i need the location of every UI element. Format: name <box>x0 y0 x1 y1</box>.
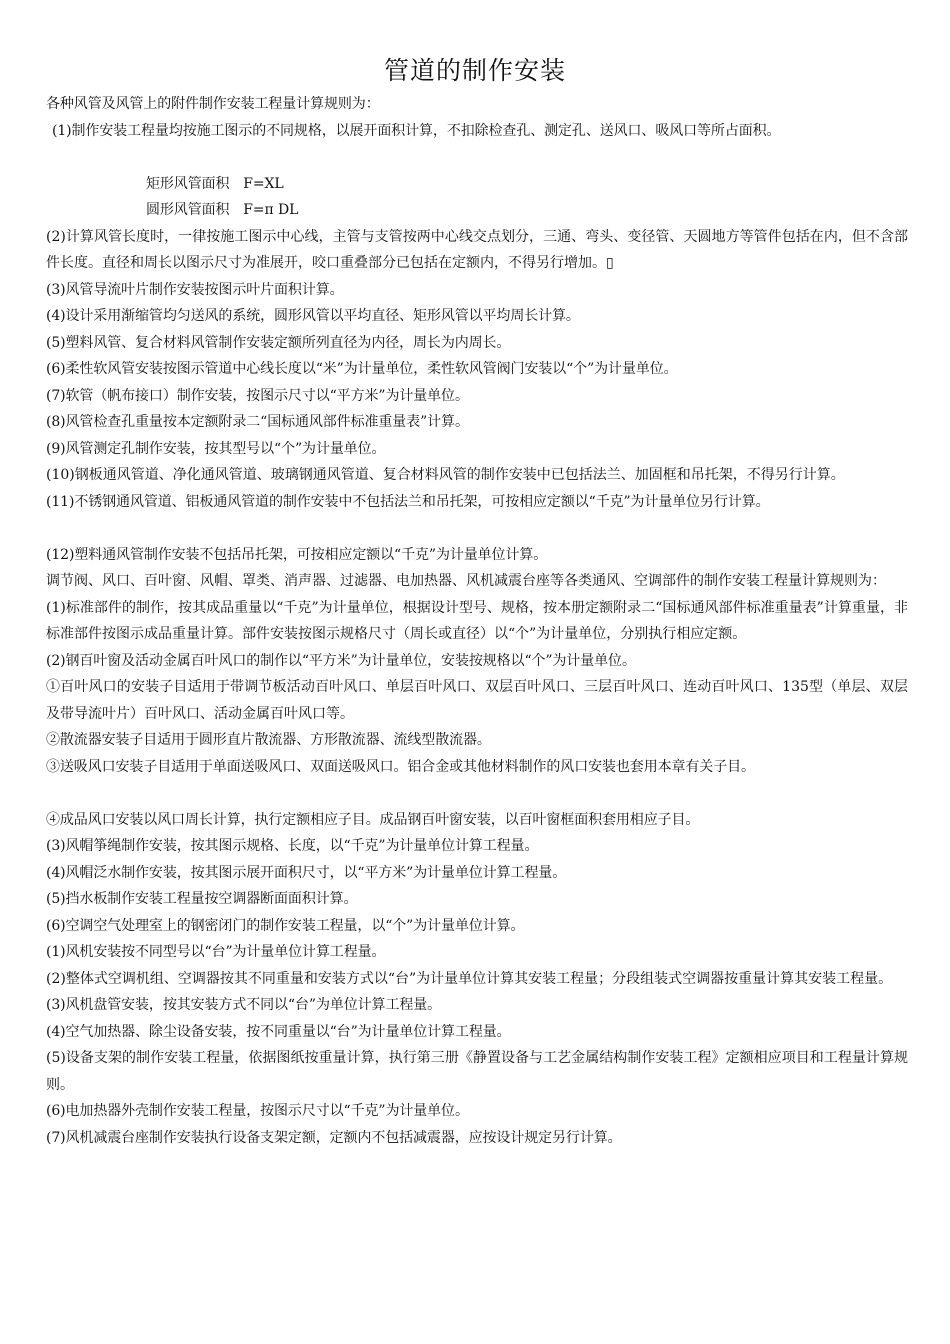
paragraph: (12)塑料通风管制作安装不包括吊托架，可按相应定额以“千克”为计量单位计算。 <box>46 546 548 563</box>
blank-line <box>46 515 908 542</box>
formula-round-area: 圆形风管面积 F=π DL <box>146 202 299 218</box>
paragraph: (8)风管检查孔重量按本定额附录二“国标通风部件标准重量表”计算。 <box>46 414 469 430</box>
paragraph: ④成品风口安装以风口周长计算，执行定额相应子目。成品钢百叶窗安装，以百叶窗框面积套用相应子目。 <box>46 811 700 828</box>
formula-rect-area: 矩形风管面积 F=XL <box>146 175 284 192</box>
paragraph: (6)柔性软风管安装按图示管道中心线长度以“米”为计量单位，柔性软风管阀门安装以“个”为计量单位。 <box>46 361 678 377</box>
paragraph: (2)钢百叶窗及活动金属百叶风口的制作以“平方米”为计量单位，安装按规格以“个”为计量单位。 <box>46 652 636 669</box>
paragraph: (10)钢板通风管道、净化通风管道、玻璃钢通风管道、复合材料风管的制作安装中已包括法兰、加固框和吊托架，不得另行计算。 <box>46 467 845 483</box>
document-body <box>46 91 908 1151</box>
paragraph: ②散流器安装子目适用于圆形直片散流器、方形散流器、流线型散流器。 <box>46 732 491 748</box>
paragraph: (9)风管测定孔制作安装，按其型号以“个”为计量单位。 <box>46 440 386 457</box>
paragraph: (5)设备支架的制作安装工程量，依据图纸按重量计算，执行第三册《静置设备与工艺金属结构制作安装工程》定额相应项目和工程量计算规则。 <box>46 1050 908 1093</box>
paragraph: (1)风机安装按不同型号以“台”为计量单位计算工程量。 <box>46 944 386 960</box>
paragraph: (6)电加热器外壳制作安装工程量，按图示尺寸以“千克”为计量单位。 <box>46 1103 469 1119</box>
paragraph: (5)挡水板制作安装工程量按空调器断面面积计算。 <box>46 891 358 907</box>
paragraph: (11)不锈钢通风管道、铝板通风管道的制作安装中不包括法兰和吊托架，可按相应定额以“千克”为计量单位另行计算。 <box>46 493 770 510</box>
blank-line <box>46 780 908 807</box>
paragraph: (3)风机盘管安装，按其安装方式不同以“台”为单位计算工程量。 <box>46 997 442 1013</box>
paragraph: (6)空调空气处理室上的钢密闭门的制作安装工程量，以“个”为计量单位计算。 <box>46 917 525 934</box>
paragraph: (3)风管导流叶片制作安装按图示叶片面积计算。 <box>46 281 344 298</box>
paragraph: (7)软管（帆布接口）制作安装，按图示尺寸以“平方米”为计量单位。 <box>46 387 469 404</box>
paragraph: (7)风机减震台座制作安装执行设备支架定额，定额内不包括减震器，应按设计规定另行计算。 <box>46 1129 622 1146</box>
paragraph: (2)整体式空调机组、空调器按其不同重量和安装方式以“台”为计量单位计算其安装工程量；分段组装式空调器按重量计算其安装工程量。 <box>46 970 893 987</box>
paragraph: (2)计算风管长度时，一律按施工图示中心线，主管与支管按两中心线交点划分，三通、弯头、变径管、天圆地方等管件包括在内，但不含部件长度。直径和周长以图示尺寸为准展开，咬口重叠部分已包括在定额内，不得另行增加。▯ <box>46 228 908 271</box>
paragraph: (4)设计采用渐缩管均匀送风的系统，圆形风管以平均直径、矩形风管以平均周长计算。 <box>46 308 580 324</box>
paragraph-intro: 各种风管及风管上的附件制作安装工程量计算规则为： <box>46 96 380 112</box>
paragraph: (1)标准部件的制作，按其成品重量以“千克”为计量单位，根据设计型号、规格，按本册定额附录二“国标通风部件标准重量表”计算重量，非标准部件按图示成品重量计算。部件安装按图示规格尺寸（周长或直径）以“个”为计量单位，分别执行相应定额。 <box>46 599 908 642</box>
blank-line <box>46 144 908 171</box>
page-title: 管道的制作安装 <box>383 55 566 85</box>
paragraph: ①百叶风口的安装子目适用于带调节板活动百叶风口、单层百叶风口、双层百叶风口、三层百叶风口、连动百叶风口、135型（单层、双层及带导流叶片）百叶风口、活动金属百叶风口等。 <box>46 679 908 722</box>
section-heading: 调节阀、风口、百叶窗、风帽、罩类、消声器、过滤器、电加热器、风机减震台座等各类通风、空调部件的制作安装工程量计算规则为： <box>46 573 886 589</box>
paragraph: (5)塑料风管、复合材料风管制作安装定额所列直径为内径，周长为内周长。 <box>46 334 511 351</box>
paragraph: ③送吸风口安装子目适用于单面送吸风口、双面送吸风口。铝合金或其他材料制作的风口安装也套用本章有关子目。 <box>46 758 755 775</box>
paragraph: (4)风帽泛水制作安装，按其图示展开面积尺寸，以“平方米”为计量单位计算工程量。 <box>46 864 567 881</box>
paragraph: (3)风帽筝绳制作安装，按其图示规格、长度，以“千克”为计量单位计算工程量。 <box>46 838 539 854</box>
paragraph: (4)空气加热器、除尘设备安装，按不同重量以“台”为计量单位计算工程量。 <box>46 1023 511 1040</box>
paragraph: (1)制作安装工程量均按施工图示的不同规格，以展开面积计算，不扣除检查孔、测定孔、送风口、吸风口等所占面积。 <box>52 122 781 139</box>
